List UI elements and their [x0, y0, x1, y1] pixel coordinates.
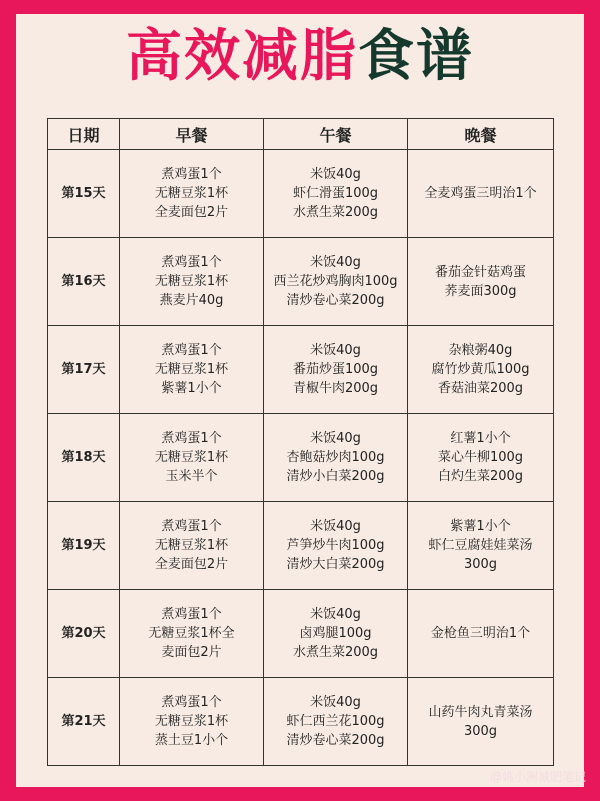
lunch-item: 西兰花炒鸡胸肉100g [273, 274, 398, 289]
lunch-item: 米饭40g [310, 167, 361, 182]
dinner-cell [408, 502, 554, 590]
day-cell: 第18天 [48, 414, 120, 502]
table-row [48, 150, 554, 238]
breakfast-item: 无糖豆浆1杯 [154, 714, 229, 729]
day-cell: 第19天 [48, 502, 120, 590]
watermark: @姚小洲减肥笔记 [489, 770, 586, 784]
dinner-item: 香菇油菜200g [437, 381, 524, 396]
lunch-item: 虾仁西兰花100g [286, 714, 385, 729]
breakfast-item: 无糖豆浆1杯 [154, 538, 229, 553]
breakfast-item: 全麦面包2片 [154, 557, 229, 572]
lunch-item: 芦笋炒牛肉100g [286, 538, 385, 553]
lunch-item: 水煮生菜200g [292, 205, 379, 220]
dinner-item: 300g [463, 557, 498, 572]
header-date: 日期 [48, 119, 120, 150]
lunch-item: 米饭40g [310, 695, 361, 710]
breakfast-item: 燕麦片40g [159, 293, 224, 308]
lunch-cell [264, 326, 408, 414]
dinner-item: 菜心牛柳100g [437, 450, 524, 465]
dinner-cell [408, 150, 554, 238]
dinner-item: 全麦鸡蛋三明治1个 [424, 186, 537, 201]
lunch-item: 米饭40g [310, 431, 361, 446]
dinner-cell [408, 678, 554, 766]
breakfast-cell [120, 502, 264, 590]
breakfast-item: 煮鸡蛋1个 [161, 255, 222, 270]
dinner-item: 荞麦面300g [444, 283, 517, 299]
table-row [48, 414, 554, 502]
title-part-1: 高效减脂 [126, 24, 358, 89]
page-title [0, 22, 600, 92]
header-lunch: 午餐 [264, 119, 408, 150]
breakfast-item: 无糖豆浆1杯 [154, 186, 229, 201]
breakfast-item: 无糖豆浆1杯 [154, 450, 229, 465]
dinner-item: 腐竹炒黄瓜100g [431, 362, 530, 377]
dinner-cell [408, 414, 554, 502]
lunch-cell [264, 238, 408, 326]
breakfast-item: 无糖豆浆1杯全 [148, 626, 235, 641]
breakfast-cell [120, 326, 264, 414]
table-header-row [48, 119, 554, 150]
table-row [48, 678, 554, 766]
breakfast-item: 煮鸡蛋1个 [161, 431, 222, 446]
lunch-cell [264, 678, 408, 766]
lunch-item: 米饭40g [310, 255, 361, 270]
dinner-cell [408, 590, 554, 678]
header-dinner: 晚餐 [408, 119, 554, 150]
lunch-item: 杏鲍菇炒肉100g [286, 450, 385, 465]
day-cell: 第16天 [48, 238, 120, 326]
meal-plan-table [47, 118, 554, 766]
day-cell: 第20天 [48, 590, 120, 678]
lunch-item: 清炒卷心菜200g [286, 733, 385, 748]
lunch-item: 清炒卷心菜200g [286, 293, 385, 308]
day-cell: 第15天 [48, 150, 120, 238]
lunch-item: 清炒大白菜200g [286, 557, 385, 572]
dinner-item: 紫薯1小个 [450, 519, 511, 534]
lunch-item: 米饭40g [310, 519, 361, 534]
dinner-item: 金枪鱼三明治1个 [430, 626, 531, 641]
lunch-cell [264, 590, 408, 678]
breakfast-item: 煮鸡蛋1个 [161, 607, 222, 622]
dinner-item: 白灼生菜200g [437, 469, 524, 484]
breakfast-item: 玉米半个 [165, 469, 218, 484]
dinner-cell [408, 326, 554, 414]
lunch-cell [264, 150, 408, 238]
breakfast-item: 麦面包2片 [161, 645, 222, 660]
day-cell: 第17天 [48, 326, 120, 414]
dinner-item: 虾仁豆腐娃娃菜汤 [428, 538, 533, 553]
dinner-cell [408, 238, 554, 326]
lunch-cell [264, 502, 408, 590]
breakfast-cell [120, 678, 264, 766]
dinner-item: 山药牛肉丸青菜汤 [428, 704, 533, 720]
dinner-item: 300g [463, 723, 498, 739]
breakfast-cell [120, 414, 264, 502]
breakfast-item: 煮鸡蛋1个 [161, 167, 222, 182]
table-row [48, 326, 554, 414]
table-row [48, 590, 554, 678]
lunch-item: 水煮生菜200g [292, 645, 379, 660]
breakfast-item: 全麦面包2片 [154, 205, 229, 220]
table-row [48, 502, 554, 590]
lunch-item: 米饭40g [310, 343, 361, 358]
breakfast-item: 无糖豆浆1杯 [154, 274, 229, 289]
title-part-2: 食谱 [358, 24, 474, 89]
breakfast-cell [120, 590, 264, 678]
breakfast-item: 煮鸡蛋1个 [161, 695, 222, 710]
dinner-item: 红薯1小个 [450, 431, 511, 446]
lunch-cell [264, 414, 408, 502]
header-breakfast: 早餐 [120, 119, 264, 150]
lunch-item: 卤鸡腿100g [299, 626, 372, 641]
lunch-item: 青椒牛肉200g [292, 381, 379, 396]
table-row [48, 238, 554, 326]
breakfast-item: 无糖豆浆1杯 [154, 362, 229, 377]
lunch-item: 番茄炒蛋100g [292, 362, 379, 377]
lunch-item: 虾仁滑蛋100g [292, 186, 379, 201]
breakfast-cell [120, 150, 264, 238]
breakfast-item: 煮鸡蛋1个 [161, 343, 222, 358]
dinner-item: 杂粮粥40g [448, 343, 513, 358]
breakfast-item: 蒸土豆1小个 [154, 733, 229, 748]
breakfast-item: 煮鸡蛋1个 [161, 519, 222, 534]
dinner-item: 番茄金针菇鸡蛋 [434, 264, 526, 280]
lunch-item: 米饭40g [310, 607, 361, 622]
day-cell: 第21天 [48, 678, 120, 766]
lunch-item: 清炒小白菜200g [286, 469, 385, 484]
breakfast-cell [120, 238, 264, 326]
breakfast-item: 紫薯1小个 [161, 381, 222, 396]
